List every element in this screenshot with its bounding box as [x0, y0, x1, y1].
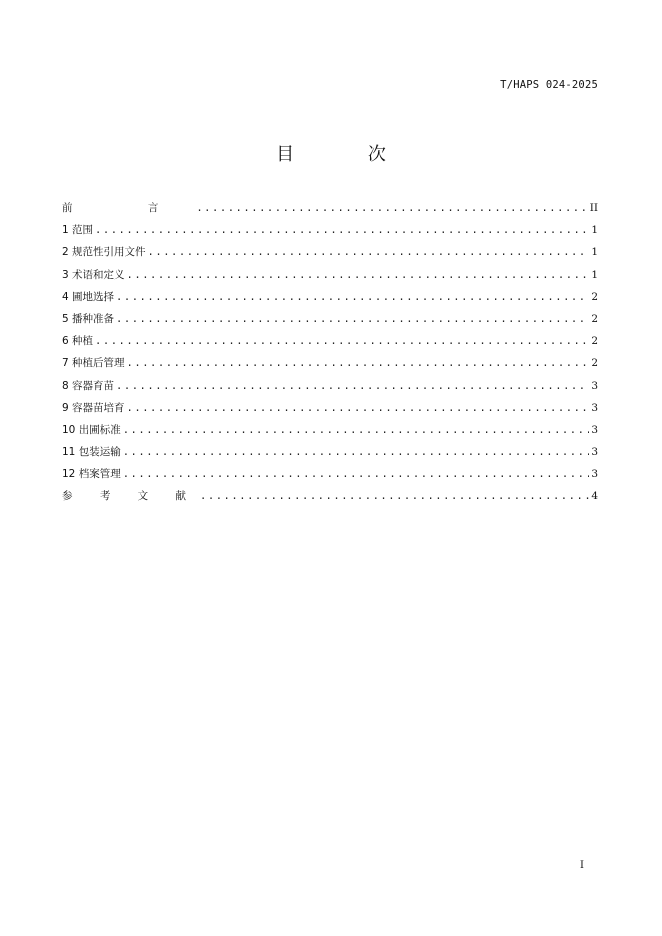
toc-entry[interactable] [62, 311, 598, 333]
toc-entry[interactable] [62, 422, 598, 444]
toc-entry[interactable] [62, 244, 598, 266]
toc-entry-label: 5 播种准备 [62, 312, 115, 325]
document-code: T/HAPS 024-2025 [500, 79, 598, 91]
toc-dot-leader [116, 313, 589, 325]
toc-entry[interactable] [62, 222, 598, 244]
toc-dot-leader [148, 246, 590, 258]
toc-entry-page: 1 [591, 268, 598, 281]
toc-entry-page: 3 [591, 379, 598, 392]
toc-entry[interactable] [62, 444, 598, 466]
toc-entry-label: 9 容器苗培育 [62, 401, 125, 414]
toc-entry-label: 6 种植 [62, 335, 94, 348]
toc-entry-page: 4 [591, 490, 598, 503]
toc-entry-page: 3 [591, 423, 598, 436]
toc-entry-page: 3 [591, 401, 598, 414]
toc-entry[interactable] [62, 466, 598, 488]
toc-entry-label: 3 术语和定义 [62, 268, 125, 281]
toc-entry[interactable] [62, 355, 598, 377]
toc-entry-label: 10 出圃标准 [62, 423, 121, 436]
toc-entry-page: 1 [591, 246, 598, 259]
toc-entry-label: 前 言 [62, 202, 195, 214]
toc-dot-leader [95, 224, 589, 236]
toc-dot-leader [127, 402, 590, 414]
toc-dot-leader [116, 380, 589, 392]
toc-dot-leader [200, 490, 589, 502]
toc-dot-leader [95, 335, 589, 347]
toc-entry-label: 11 包装运输 [62, 446, 121, 459]
toc-dot-leader [123, 468, 590, 480]
toc-entry[interactable] [62, 333, 598, 355]
toc-entry-page: 3 [591, 468, 598, 481]
toc-dot-leader [196, 202, 587, 214]
toc-entry-page: 2 [591, 312, 598, 325]
toc-dot-leader [127, 269, 590, 281]
toc-entry-label: 12 档案管理 [62, 468, 121, 481]
toc-entry-label: 参 考 文 献 [62, 490, 199, 503]
toc-dot-leader [127, 357, 590, 369]
toc-dot-leader [116, 291, 589, 303]
toc-entry-label: 7 种植后管理 [62, 357, 125, 370]
toc-entry[interactable] [62, 267, 598, 289]
toc-dot-leader [123, 446, 590, 458]
toc-entry-page: 2 [591, 335, 598, 348]
toc-dot-leader [123, 424, 590, 436]
toc-entry[interactable] [62, 400, 598, 422]
page-number: I [580, 860, 584, 871]
table-of-contents [62, 200, 598, 511]
toc-title: 目 次 [276, 144, 420, 165]
toc-entry-page: 1 [591, 224, 598, 237]
toc-entry-page: 3 [591, 446, 598, 459]
toc-entry-label: 4 圃地选择 [62, 290, 115, 303]
toc-entry-page: 2 [591, 357, 598, 370]
toc-entry[interactable] [62, 289, 598, 311]
toc-entry-page: 2 [591, 290, 598, 303]
toc-entry-label: 1 范围 [62, 224, 94, 237]
toc-entry-label: 8 容器育苗 [62, 379, 115, 392]
toc-entry-page: II [589, 202, 598, 214]
toc-entry[interactable] [62, 378, 598, 400]
toc-entry-label: 2 规范性引用文件 [62, 246, 146, 259]
toc-entry[interactable] [62, 200, 598, 222]
toc-entry[interactable] [62, 488, 598, 510]
